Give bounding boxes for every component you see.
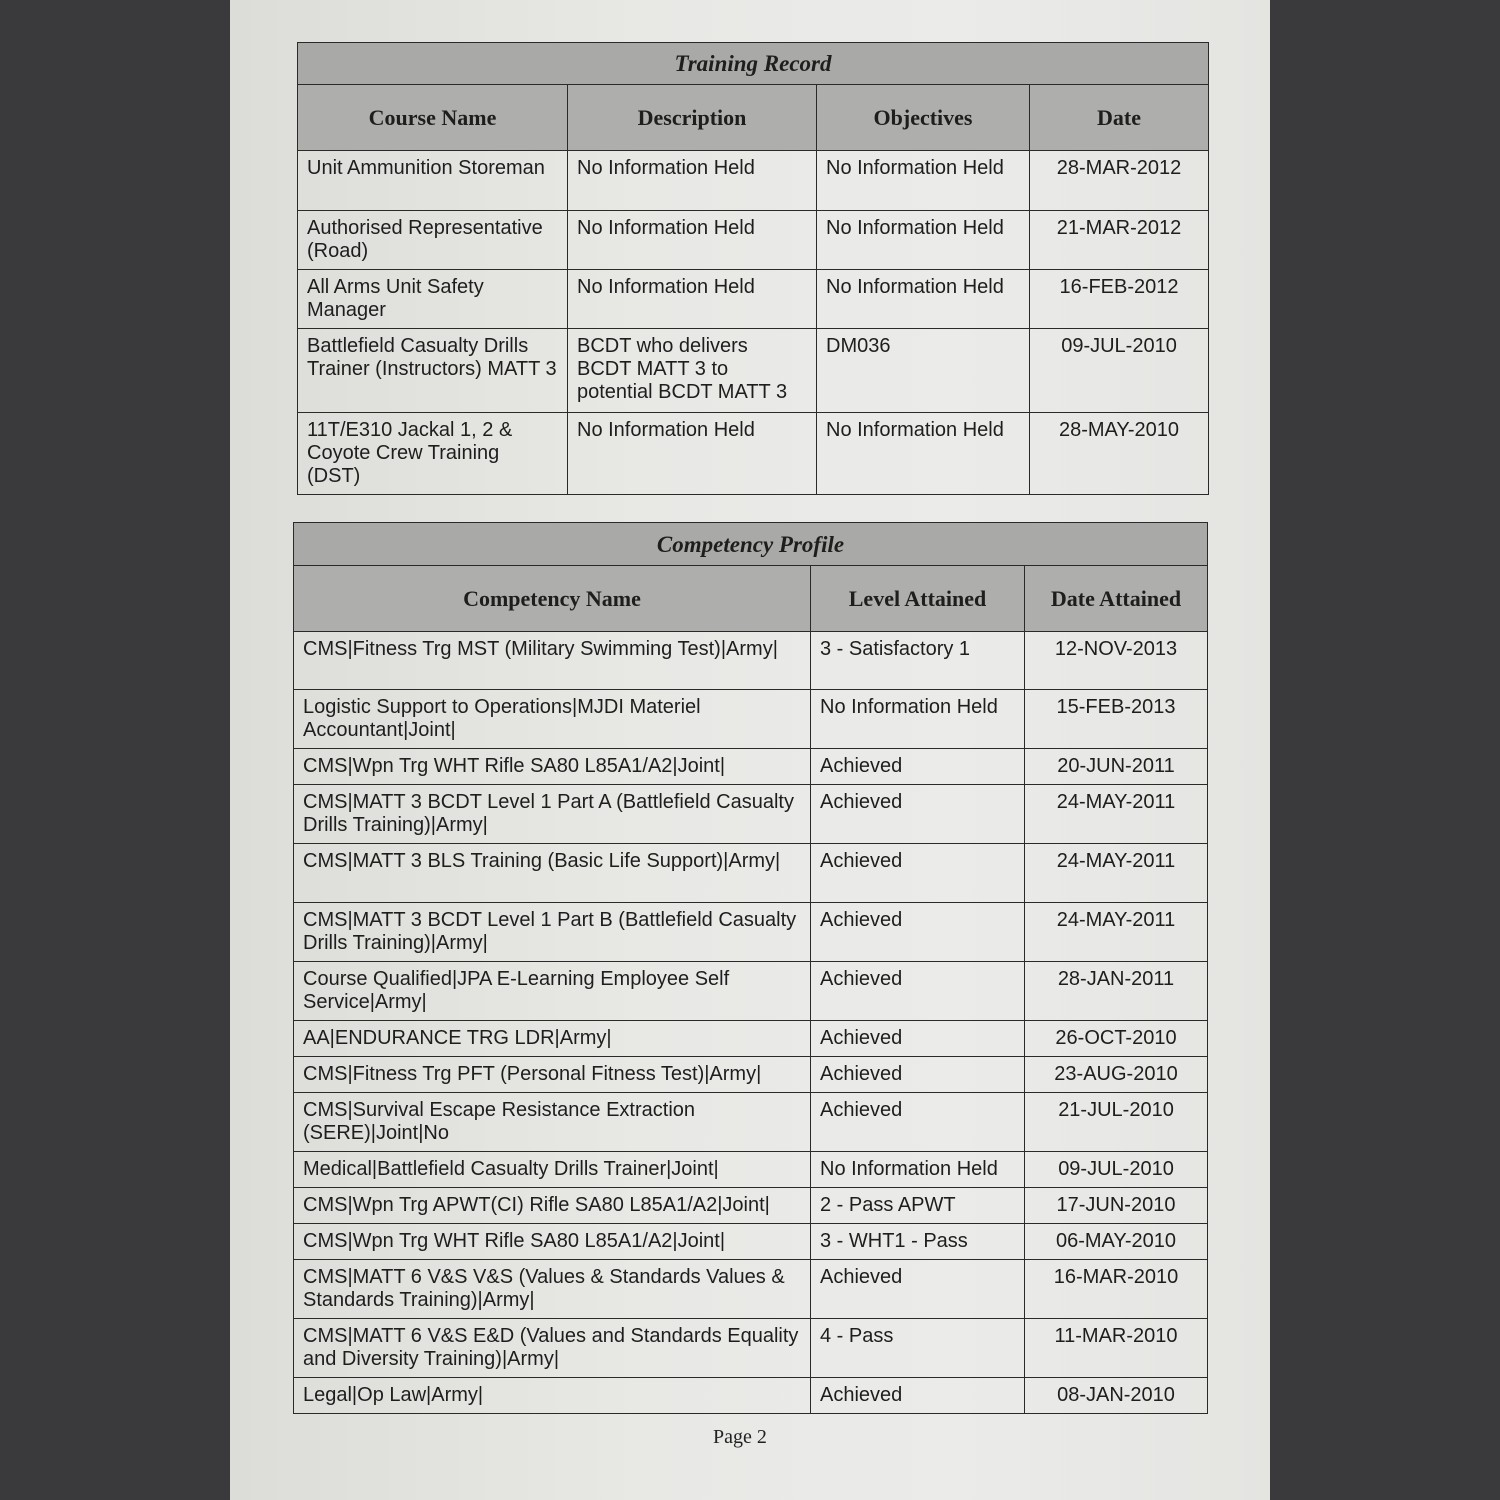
column-header-date: Date	[1030, 85, 1209, 151]
objectives-cell: No Information Held	[817, 211, 1030, 270]
date-attained-cell: 17-JUN-2010	[1025, 1188, 1208, 1224]
column-header-objectives: Objectives	[817, 85, 1030, 151]
date-attained-cell: 08-JAN-2010	[1025, 1378, 1208, 1414]
level-attained-cell: Achieved	[811, 785, 1025, 844]
table-row	[298, 270, 1209, 329]
course-name-cell: Authorised Representative (Road)	[298, 211, 568, 270]
competency-name-cell: CMS|MATT 6 V&S E&D (Values and Standards Equality and Diversity Training)|Army|	[294, 1319, 811, 1378]
level-attained-cell: 3 - WHT1 - Pass	[811, 1224, 1025, 1260]
description-cell: No Information Held	[568, 211, 817, 270]
competency-name-cell: CMS|MATT 3 BCDT Level 1 Part B (Battlefield Casualty Drills Training)|Army|	[294, 903, 811, 962]
objectives-cell: No Information Held	[817, 151, 1030, 211]
course-name-cell: 11T/E310 Jackal 1, 2 & Coyote Crew Training (DST)	[298, 413, 568, 495]
competency-name-cell: CMS|Survival Escape Resistance Extraction (SERE)|Joint|No	[294, 1093, 811, 1152]
column-header-date-attained: Date Attained	[1025, 566, 1208, 632]
competency-name-cell: CMS|Fitness Trg MST (Military Swimming Test)|Army|	[294, 632, 811, 690]
table-row	[298, 151, 1209, 211]
date-attained-cell: 23-AUG-2010	[1025, 1057, 1208, 1093]
competency-name-cell: Legal|Op Law|Army|	[294, 1378, 811, 1414]
level-attained-cell: Achieved	[811, 844, 1025, 903]
column-header-course-name: Course Name	[298, 85, 568, 151]
objectives-cell: No Information Held	[817, 270, 1030, 329]
column-header-competency-name: Competency Name	[294, 566, 811, 632]
competency-profile-table	[293, 522, 1208, 1414]
competency-name-cell: CMS|Wpn Trg WHT Rifle SA80 L85A1/A2|Joint|	[294, 1224, 811, 1260]
table-row	[294, 1224, 1208, 1260]
level-attained-cell: No Information Held	[811, 1152, 1025, 1188]
column-header-level-attained: Level Attained	[811, 566, 1025, 632]
level-attained-cell: Achieved	[811, 1021, 1025, 1057]
level-attained-cell: Achieved	[811, 1057, 1025, 1093]
competency-name-cell: CMS|Wpn Trg WHT Rifle SA80 L85A1/A2|Joint|	[294, 749, 811, 785]
table-row	[294, 844, 1208, 903]
table-row	[294, 1152, 1208, 1188]
training-record-title: Training Record	[298, 43, 1209, 85]
level-attained-cell: Achieved	[811, 903, 1025, 962]
table-row	[298, 413, 1209, 495]
level-attained-cell: Achieved	[811, 1260, 1025, 1319]
date-attained-cell: 21-JUL-2010	[1025, 1093, 1208, 1152]
training-record-table	[297, 42, 1209, 495]
page-number: Page 2	[713, 1426, 767, 1448]
table-row	[294, 690, 1208, 749]
table-row	[294, 632, 1208, 690]
date-attained-cell: 28-JAN-2011	[1025, 962, 1208, 1021]
competency-name-cell: CMS|Fitness Trg PFT (Personal Fitness Test)|Army|	[294, 1057, 811, 1093]
table-row	[294, 1021, 1208, 1057]
date-attained-cell: 15-FEB-2013	[1025, 690, 1208, 749]
competency-name-cell: AA|ENDURANCE TRG LDR|Army|	[294, 1021, 811, 1057]
date-attained-cell: 06-MAY-2010	[1025, 1224, 1208, 1260]
date-attained-cell: 26-OCT-2010	[1025, 1021, 1208, 1057]
date-attained-cell: 20-JUN-2011	[1025, 749, 1208, 785]
date-attained-cell: 12-NOV-2013	[1025, 632, 1208, 690]
level-attained-cell: Achieved	[811, 749, 1025, 785]
competency-name-cell: Medical|Battlefield Casualty Drills Trainer|Joint|	[294, 1152, 811, 1188]
date-attained-cell: 24-MAY-2011	[1025, 903, 1208, 962]
level-attained-cell: 3 - Satisfactory 1	[811, 632, 1025, 690]
description-cell: No Information Held	[568, 270, 817, 329]
table-row	[294, 1319, 1208, 1378]
course-name-cell: Unit Ammunition Storeman	[298, 151, 568, 211]
table-row	[294, 1260, 1208, 1319]
objectives-cell: No Information Held	[817, 413, 1030, 495]
description-cell: No Information Held	[568, 413, 817, 495]
table-row	[294, 1188, 1208, 1224]
date-cell: 16-FEB-2012	[1030, 270, 1209, 329]
competency-name-cell: CMS|MATT 6 V&S V&S (Values & Standards Values & Standards Training)|Army|	[294, 1260, 811, 1319]
level-attained-cell: 4 - Pass	[811, 1319, 1025, 1378]
table-row	[298, 329, 1209, 413]
date-attained-cell: 16-MAR-2010	[1025, 1260, 1208, 1319]
description-cell: No Information Held	[568, 151, 817, 211]
course-name-cell: Battlefield Casualty Drills Trainer (Instructors) MATT 3	[298, 329, 568, 413]
table-row	[294, 903, 1208, 962]
level-attained-cell: Achieved	[811, 1378, 1025, 1414]
date-attained-cell: 24-MAY-2011	[1025, 844, 1208, 903]
table-row	[294, 749, 1208, 785]
level-attained-cell: Achieved	[811, 1093, 1025, 1152]
table-row	[294, 1093, 1208, 1152]
table-row	[294, 962, 1208, 1021]
competency-profile-title: Competency Profile	[294, 523, 1208, 566]
date-cell: 28-MAY-2010	[1030, 413, 1209, 495]
course-name-cell: All Arms Unit Safety Manager	[298, 270, 568, 329]
date-cell: 09-JUL-2010	[1030, 329, 1209, 413]
table-row	[294, 785, 1208, 844]
competency-name-cell: Course Qualified|JPA E-Learning Employee Self Service|Army|	[294, 962, 811, 1021]
competency-name-cell: CMS|MATT 3 BCDT Level 1 Part A (Battlefield Casualty Drills Training)|Army|	[294, 785, 811, 844]
objectives-cell: DM036	[817, 329, 1030, 413]
description-cell: BCDT who delivers BCDT MATT 3 to potential BCDT MATT 3	[568, 329, 817, 413]
competency-name-cell: CMS|Wpn Trg APWT(CI) Rifle SA80 L85A1/A2|Joint|	[294, 1188, 811, 1224]
competency-name-cell: CMS|MATT 3 BLS Training (Basic Life Support)|Army|	[294, 844, 811, 903]
table-row	[294, 1378, 1208, 1414]
date-cell: 28-MAR-2012	[1030, 151, 1209, 211]
date-attained-cell: 11-MAR-2010	[1025, 1319, 1208, 1378]
date-attained-cell: 09-JUL-2010	[1025, 1152, 1208, 1188]
level-attained-cell: Achieved	[811, 962, 1025, 1021]
level-attained-cell: 2 - Pass APWT	[811, 1188, 1025, 1224]
date-attained-cell: 24-MAY-2011	[1025, 785, 1208, 844]
competency-name-cell: Logistic Support to Operations|MJDI Materiel Accountant|Joint|	[294, 690, 811, 749]
column-header-description: Description	[568, 85, 817, 151]
table-row	[298, 211, 1209, 270]
table-row	[294, 1057, 1208, 1093]
level-attained-cell: No Information Held	[811, 690, 1025, 749]
date-cell: 21-MAR-2012	[1030, 211, 1209, 270]
